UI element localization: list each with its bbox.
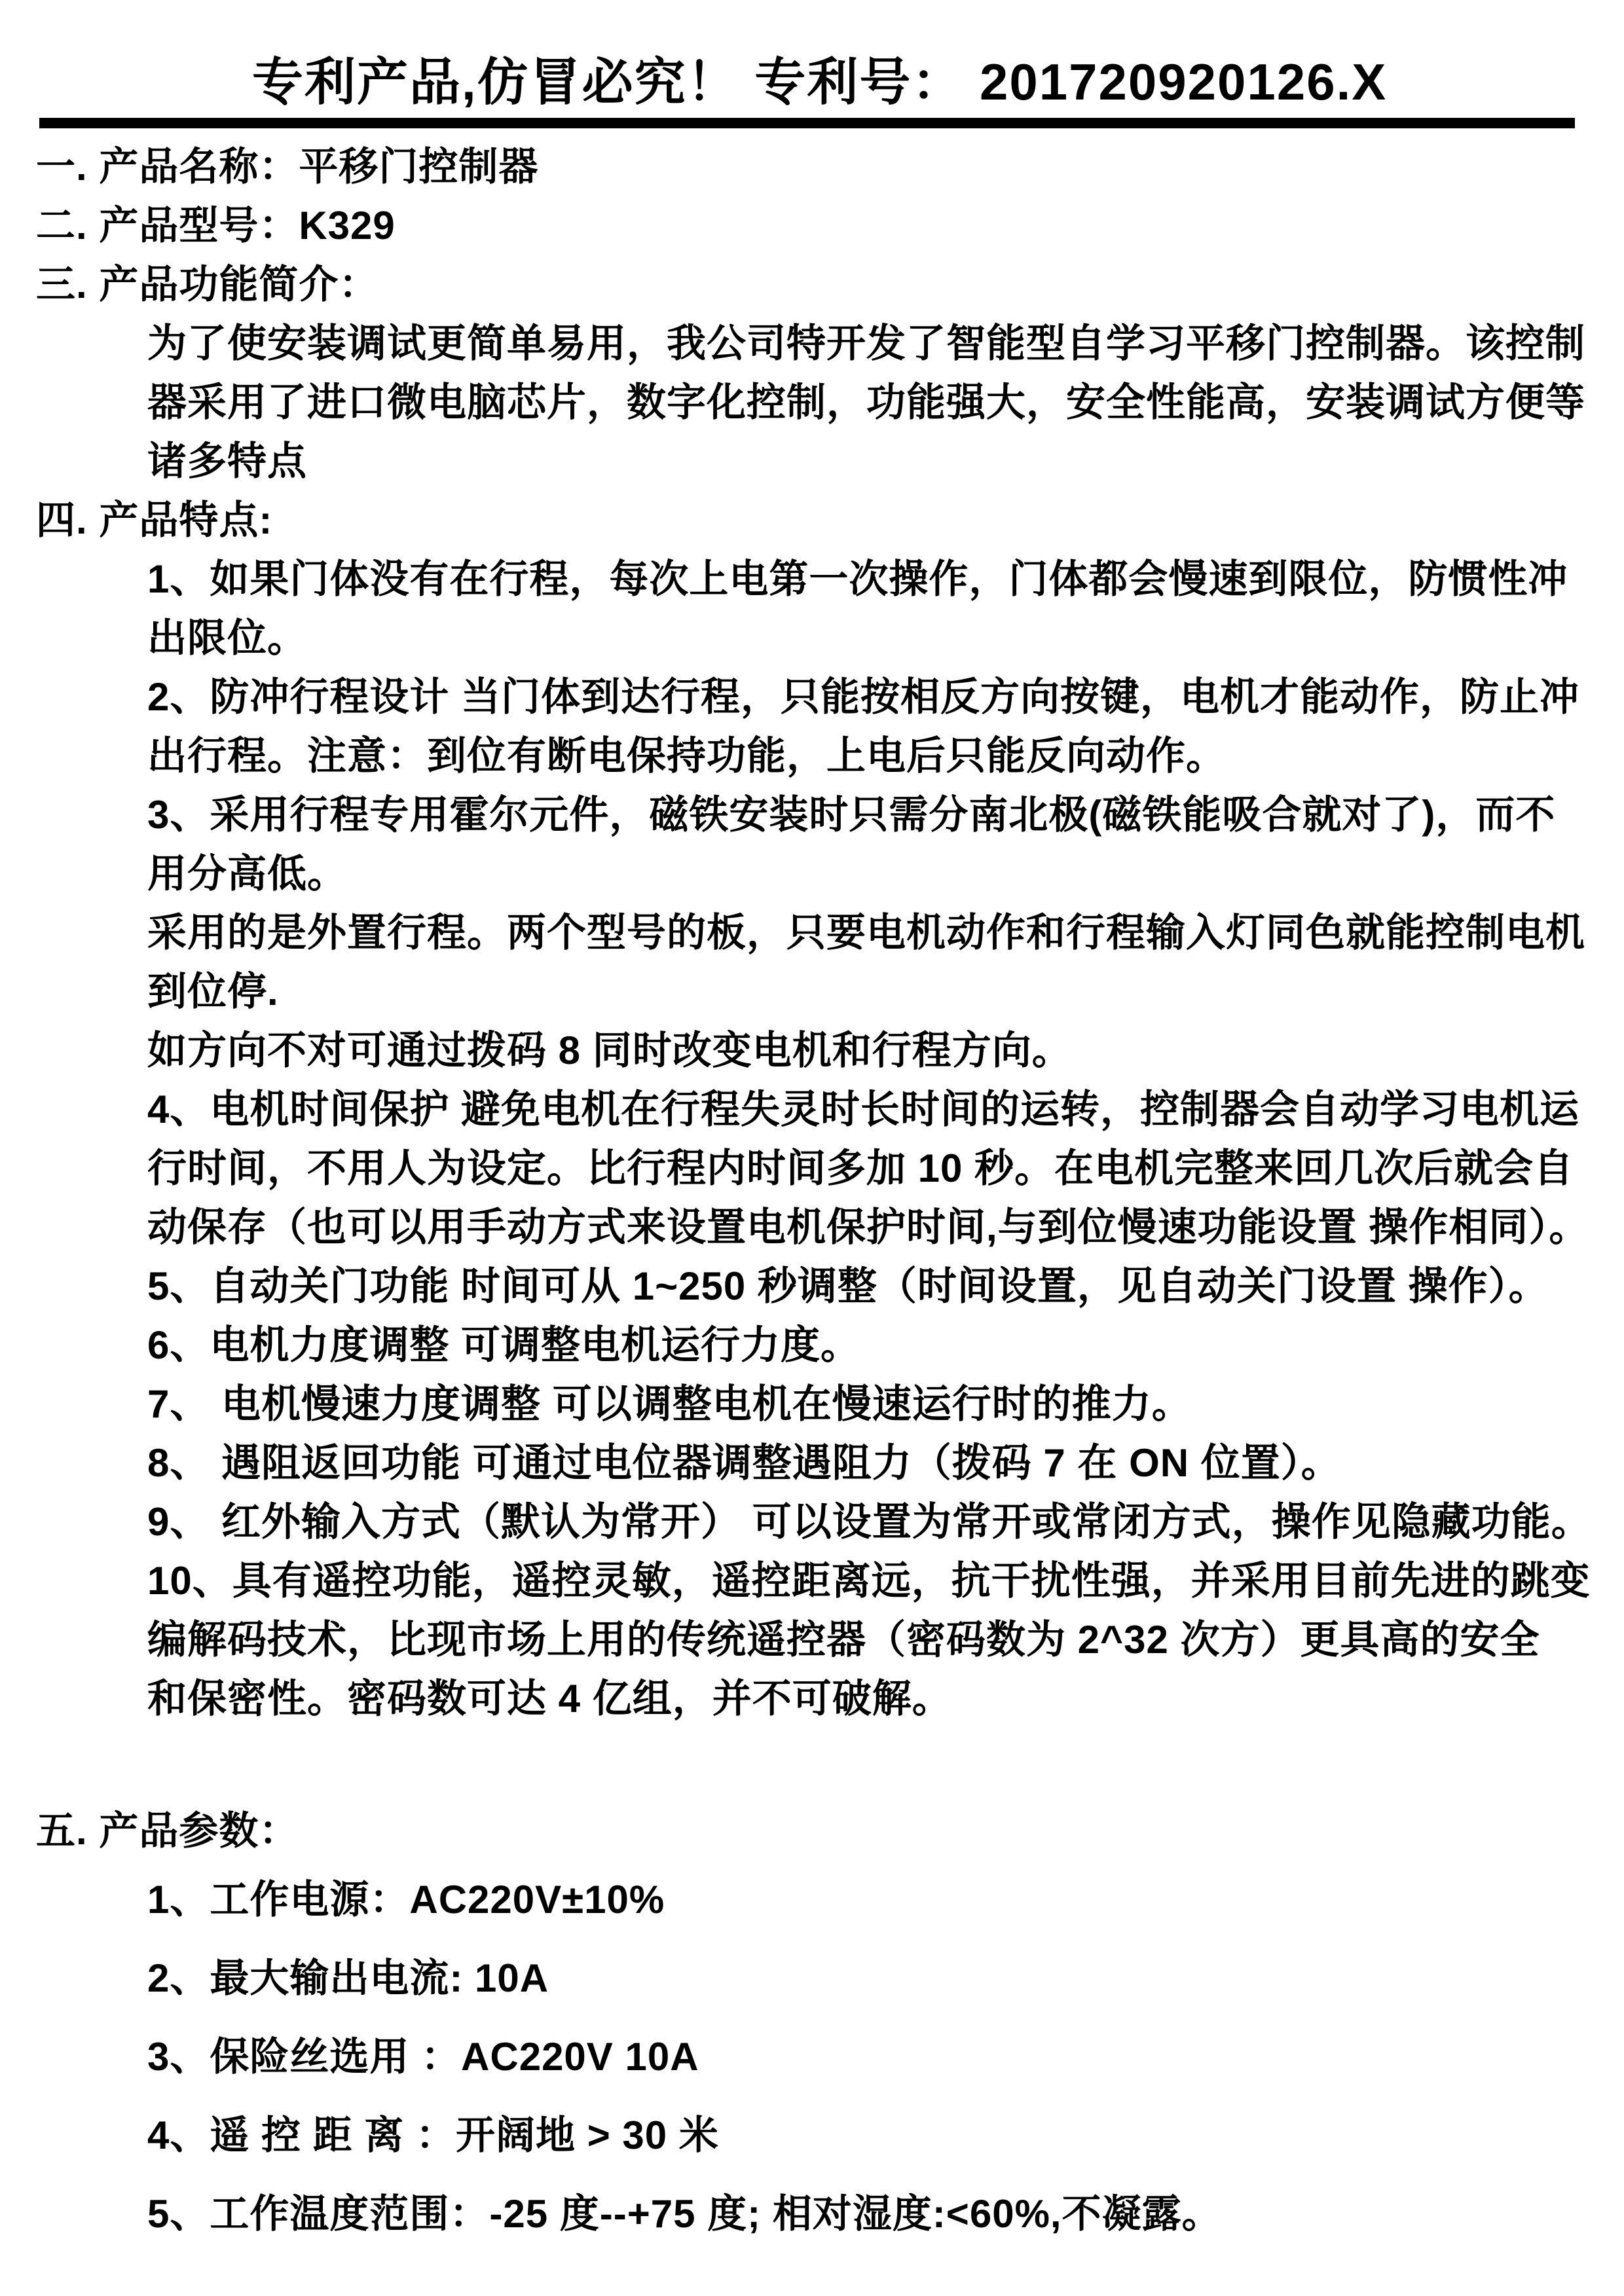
param-line-operating-temperature: 5、工作温度范围：-25 度--+75 度; 相对湿度:<60%,不凝露。 <box>147 2192 1222 2236</box>
feature-line: 8、 遇阻返回功能 可通过电位器调整遇阻力（拨码 7 在 ON 位置）。 <box>147 1441 1341 1485</box>
text-line: 器采用了进口微电脑芯片，数字化控制，功能强大，安全性能高，安装调试方便等 <box>147 380 1585 424</box>
text-line: 诸多特点 <box>147 439 307 483</box>
param-line-max-output-current: 2、最大输出电流: 10A <box>147 1956 549 2000</box>
section-heading-product-features: 四. 产品特点: <box>36 498 273 542</box>
feature-line: 出行程。注意：到位有断电保持功能，上电后只能反向动作。 <box>147 734 1226 778</box>
feature-line: 5、自动关门功能 时间可从 1~250 秒调整（时间设置，见自动关门设置 操作）。 <box>147 1264 1549 1308</box>
param-line-remote-distance: 4、遥 控 距 离 ：开阔地 > 30 米 <box>147 2113 719 2157</box>
feature-line: 采用的是外置行程。两个型号的板，只要电机动作和行程输入灯同色就能控制电机 <box>147 911 1585 955</box>
feature-line: 用分高低。 <box>147 852 347 896</box>
feature-line: 行时间，不用人为设定。比行程内时间多加 10 秒。在电机完整来回几次后就会自 <box>147 1146 1574 1190</box>
feature-line: 10、具有遥控功能，遥控灵敏，遥控距离远，抗干扰性强，并采用目前先进的跳变 <box>147 1559 1591 1603</box>
param-line-power-supply: 1、工作电源：AC220V±10% <box>147 1878 665 1922</box>
feature-line: 出限位。 <box>147 616 307 660</box>
text-line: 为了使安装调试更简单易用，我公司特开发了智能型自学习平移门控制器。该控制 <box>147 321 1585 365</box>
feature-line: 如方向不对可通过拨码 8 同时改变电机和行程方向。 <box>147 1029 1072 1072</box>
section-heading-product-model: 二. 产品型号：K329 <box>36 204 396 247</box>
feature-line: 6、电机力度调整 可调整电机运行力度。 <box>147 1323 861 1367</box>
feature-line: 3、采用行程专用霍尔元件，磁铁安装时只需分南北极(磁铁能吸合就对了)，而不 <box>147 793 1556 837</box>
feature-line: 1、如果门体没有在行程，每次上电第一次操作，门体都会慢速到限位，防惯性冲 <box>147 557 1568 601</box>
feature-line: 和保密性。密码数可达 4 亿组，并不可破解。 <box>147 1677 952 1721</box>
document-body <box>0 137 1624 2253</box>
section-heading-product-intro: 三. 产品功能简介： <box>36 263 379 306</box>
feature-line: 编解码技术，比现市场上用的传统遥控器（密码数为 2^32 次方）更具高的安全 <box>147 1618 1540 1662</box>
page-title: 专利产品,仿冒必究！ 专利号： 201720920126.X <box>252 53 1388 111</box>
section-heading-product-name: 一. 产品名称：平移门控制器 <box>36 145 539 189</box>
feature-line: 7、 电机慢速力度调整 可以调整电机在慢速运行时的推力。 <box>147 1382 1192 1426</box>
feature-line: 4、电机时间保护 避免电机在行程失灵时长时间的运转，控制器会自动学习电机运 <box>147 1087 1580 1131</box>
feature-line: 到位停. <box>147 970 279 1013</box>
param-line-fuse: 3、保险丝选用 ：AC220V 10A <box>147 2035 699 2079</box>
feature-line: 9、 红外输入方式（默认为常开） 可以设置为常开或常闭方式，操作见隐藏功能。 <box>147 1500 1591 1544</box>
section-heading-product-parameters: 五. 产品参数： <box>36 1809 299 1853</box>
title-underline <box>39 118 1575 128</box>
feature-line: 2、防冲行程设计 当门体到达行程，只能按相反方向按键，电机才能动作，防止冲 <box>147 675 1580 719</box>
feature-line: 动保存（也可以用手动方式来设置电机保护时间,与到位慢速功能设置 操作相同）。 <box>147 1205 1589 1249</box>
